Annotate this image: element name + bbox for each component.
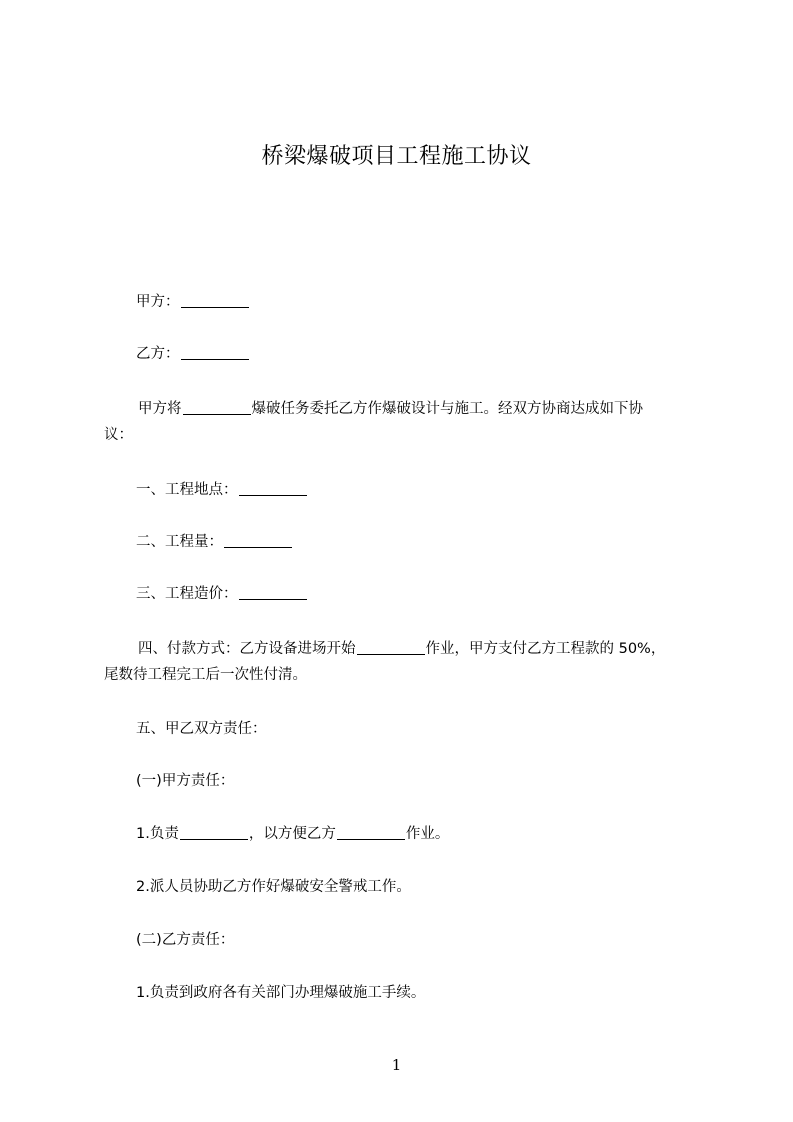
party-b-line [104,341,732,367]
clause-4-text-2: 作业，甲方支付乙方工程款的 50%， [425,641,666,657]
intro-paragraph [104,396,700,448]
intro-line-2: 议： [104,427,133,443]
a-duty-1-text-2: ，以方便乙方 [248,826,336,842]
clause-3-label: 三、工程造价： [136,586,238,602]
a-duty-1-blank-2 [337,825,405,840]
clause-3-cost [104,581,732,607]
clause-5-responsibilities: 五、甲乙双方责任： [136,721,267,737]
clause-4-text-1: 四、付款方式：乙方设备进场开始 [138,641,356,657]
clause-1-label: 一、工程地点： [136,482,238,498]
intro-blank [183,400,251,415]
party-a-label: 甲方： [136,294,180,310]
party-a-duty-2: 2.派人员协助乙方作好爆破安全警戒工作。 [136,879,411,895]
page-number: 1 [391,1056,402,1074]
clause-4-line-2: 尾数待工程完工后一次性付清。 [104,667,307,683]
clause-2-quantity [104,529,732,555]
clause-4-blank [357,640,425,655]
document-title: 桥梁爆破项目工程施工协议 [261,144,532,169]
party-a-duty-1 [104,821,732,847]
clause-4-line-1 [104,636,700,662]
party-b-label: 乙方： [136,346,180,362]
intro-text-2: 爆破任务委托乙方作爆破设计与施工。经双方协商达成如下协 [251,401,643,417]
a-duty-1-text-1: 1.负责 [136,826,179,842]
party-a-blank [181,293,249,308]
intro-text-1: 甲方将 [138,401,182,417]
a-duty-1-text-3: 作业。 [405,826,450,842]
party-b-blank [181,345,249,360]
party-b-duties-heading: (二)乙方责任： [136,932,235,948]
clause-1-blank [239,481,307,496]
a-duty-1-blank-1 [180,825,248,840]
party-b-duty-1: 1.负责到政府各有关部门办理爆破施工手续。 [136,985,426,1001]
clause-3-blank [239,585,307,600]
party-a-line [104,289,732,315]
party-a-duties-heading: (一)甲方责任： [136,773,235,789]
clause-1-location [104,477,732,503]
clause-4-payment [104,636,700,688]
clause-2-label: 二、工程量： [136,534,223,550]
clause-2-blank [224,533,292,548]
intro-line-1 [104,396,700,422]
